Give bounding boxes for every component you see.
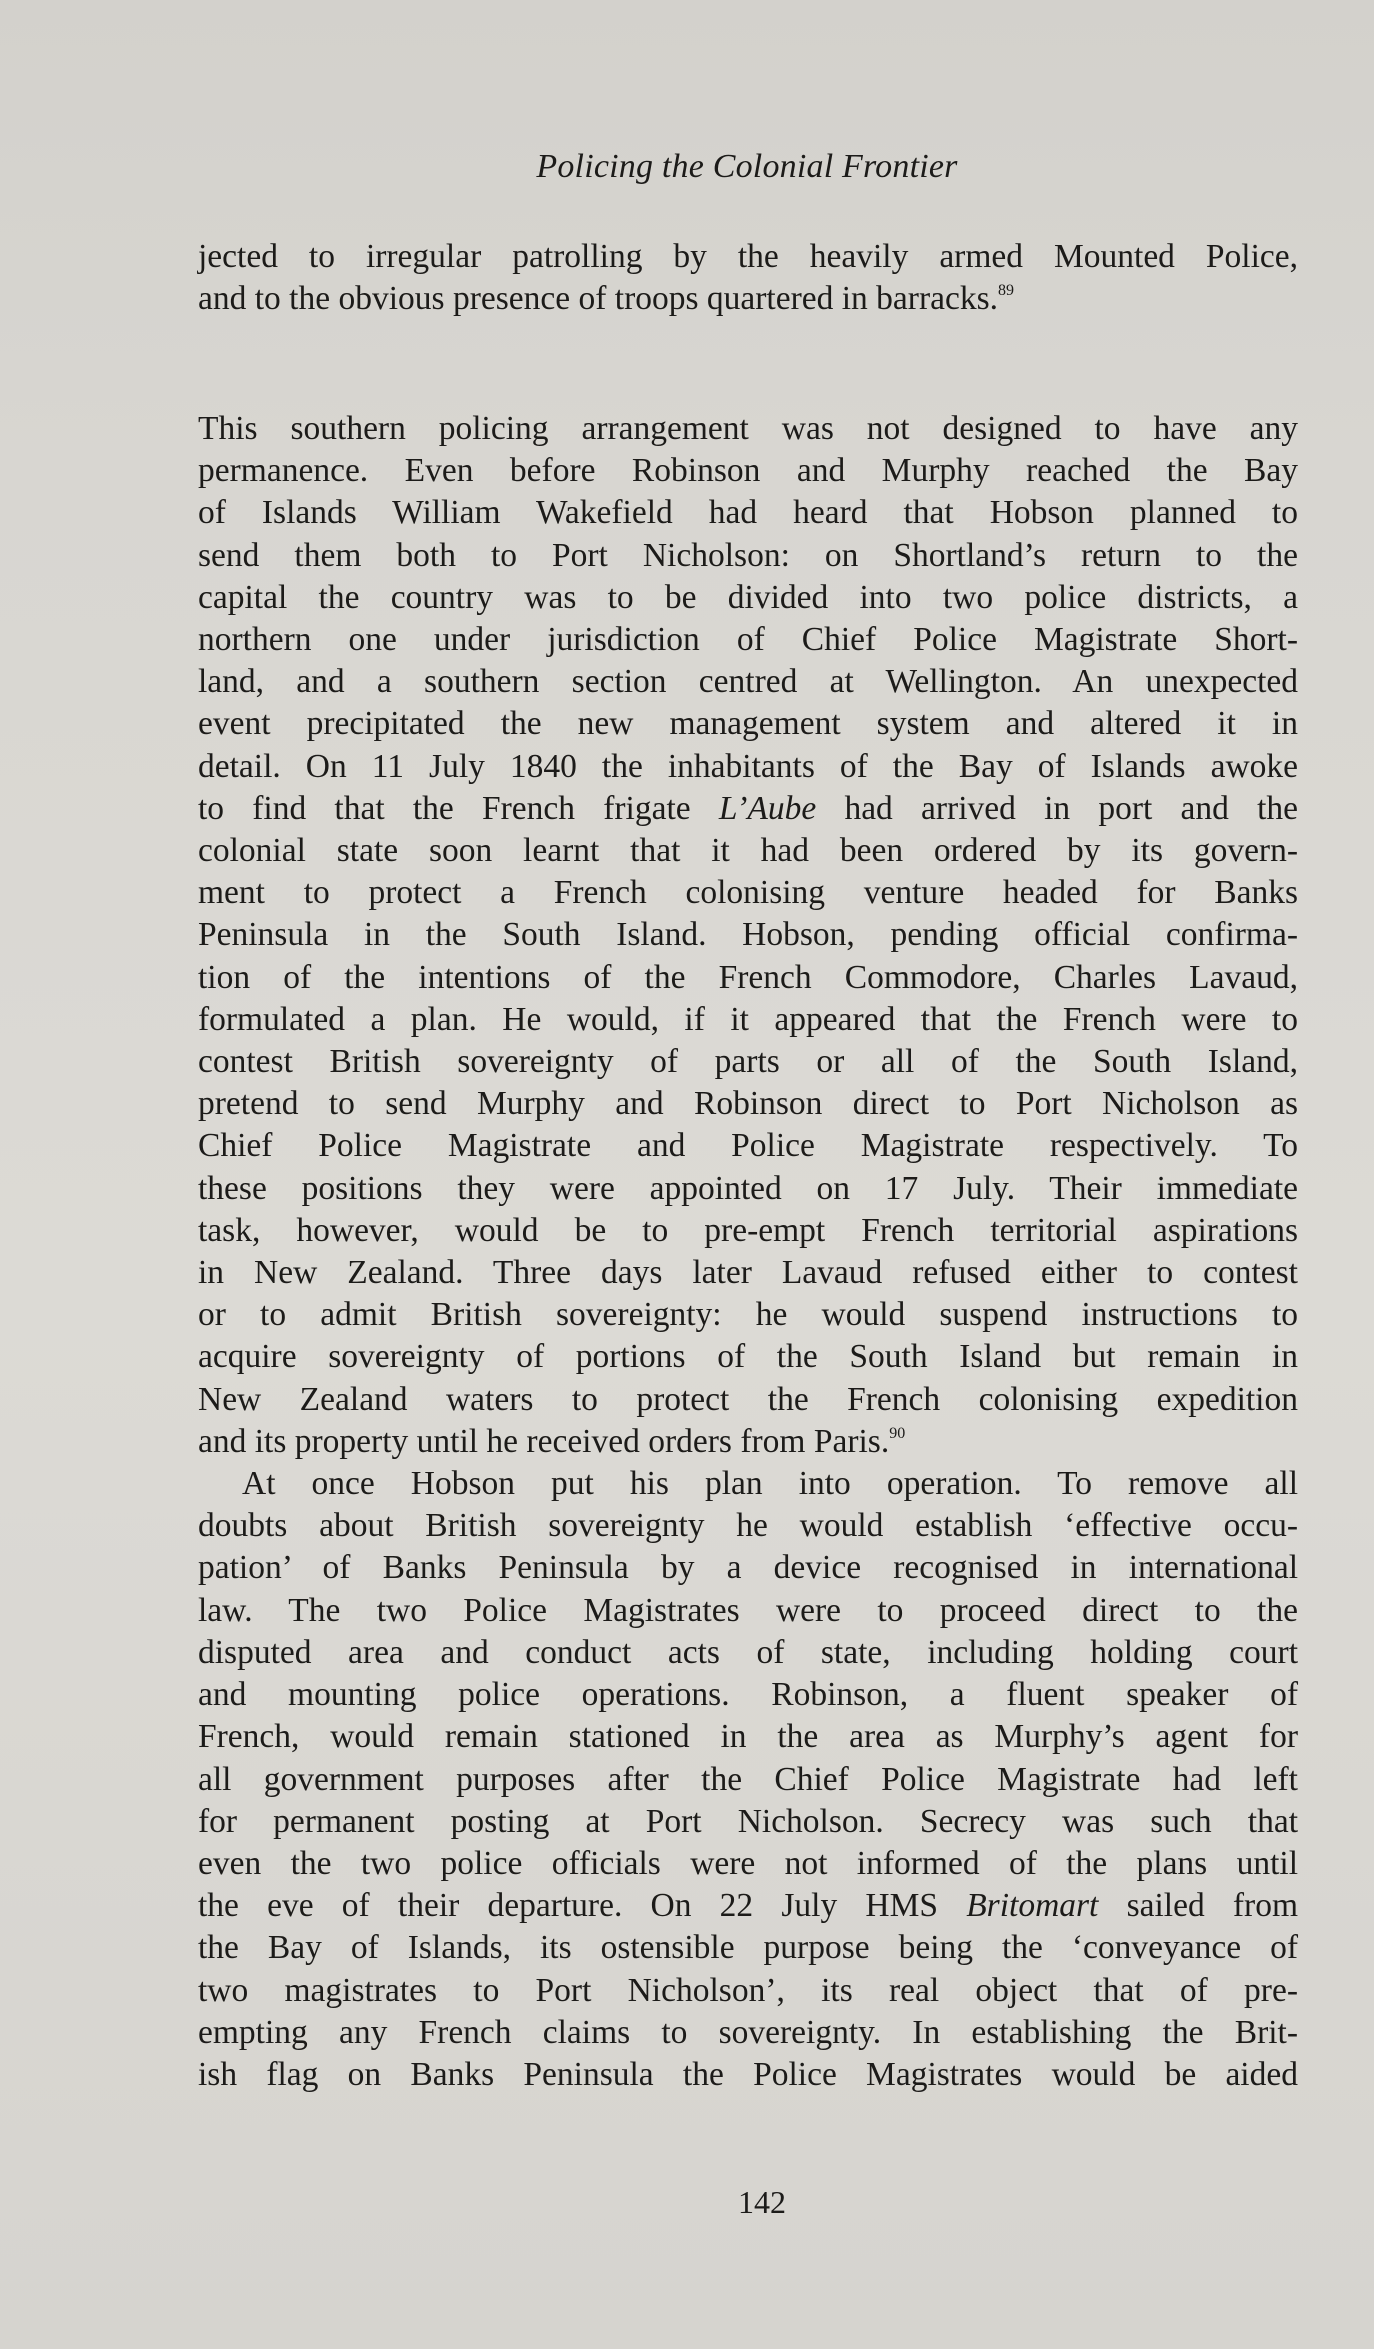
text-line: all government purposes after the Chief Police Magistrate had left <box>198 1760 1298 1798</box>
text-line: jected to irregular patrolling by the heavily armed Mounted Police, <box>198 238 1298 275</box>
text-line: capital the country was to be divided into two police districts, a <box>198 578 1298 616</box>
text-line: for permanent posting at Port Nicholson. Secrecy was such that <box>198 1802 1298 1840</box>
text-line: of Islands William Wakefield had heard that Hobson planned to <box>198 494 1298 532</box>
text-line-content: had arrived in port and the <box>844 789 1298 827</box>
text-line: event precipitated the new management system and altered it in <box>198 705 1298 743</box>
text-line: pretend to send Murphy and Robinson direct to Port Nicholson as <box>198 1085 1298 1123</box>
text-line: empting any French claims to sovereignty. In establishing the Brit- <box>198 2013 1298 2051</box>
text-line: the Bay of Islands, its ostensible purpose being the ‘conveyance of <box>198 1929 1298 1967</box>
text-line: tion of the intentions of the French Commodore, Charles Lavaud, <box>198 958 1298 996</box>
text-line: New Zealand waters to protect the French colonising expedition <box>198 1380 1298 1418</box>
text-line: these positions they were appointed on 17 July. Their immediate <box>198 1169 1298 1207</box>
text-line: ment to protect a French colonising venture headed for Banks <box>198 874 1298 912</box>
ship-name: Britomart <box>966 1887 1099 1925</box>
text-line: formulated a plan. He would, if it appeared that the French were to <box>198 1000 1298 1038</box>
text-line: contest British sovereignty of parts or all of the South Island, <box>198 1043 1298 1081</box>
text-line: northern one under jurisdiction of Chief Police Magistrate Short- <box>198 621 1298 659</box>
text-line: land, and a southern section centred at Wellington. An unexpected <box>198 663 1298 701</box>
text-line: even the two police officials were not informed of the plans until <box>198 1844 1298 1882</box>
text-line: or to admit British sovereignty: he would suspend instructions to <box>198 1296 1298 1334</box>
paragraph-continuation <box>198 236 1298 320</box>
text-line: Chief Police Magistrate and Police Magistrate respectively. To <box>198 1127 1298 1165</box>
text-line: Peninsula in the South Island. Hobson, pending official confirma- <box>198 916 1298 954</box>
text-line: two magistrates to Port Nicholson’, its real object that of pre- <box>198 1971 1298 2009</box>
text-line: This southern policing arrangement was not designed to have any <box>198 410 1298 447</box>
text-line: disputed area and conduct acts of state, including holding court <box>198 1633 1298 1671</box>
text-line-content: sailed from <box>1126 1887 1299 1925</box>
text-line: task, however, would be to pre-empt French territorial aspirations <box>198 1211 1298 1249</box>
text-line: French, would remain stationed in the area as Murphy’s agent for <box>198 1718 1298 1756</box>
text-line: doubts about British sovereignty he would establish ‘effective occu- <box>198 1507 1298 1545</box>
text-line: ish flag on Banks Peninsula the Police Magistrates would be aided <box>198 2055 1298 2093</box>
text-line: colonial state soon learnt that it had been ordered by its govern- <box>198 832 1298 870</box>
text-line-content: the eve of their departure. On 22 July HMS <box>198 1887 938 1925</box>
text-line <box>198 788 1298 830</box>
text-line <box>198 1885 1298 1927</box>
footnote-ref-89: 89 <box>998 282 1015 300</box>
text-line <box>198 278 1298 320</box>
text-line: At once Hobson put his plan into operation. To remove all <box>242 1465 1298 1503</box>
text-line <box>198 1421 1298 1463</box>
text-line: in New Zealand. Three days later Lavaud refused either to contest <box>198 1254 1298 1292</box>
text-line: acquire sovereignty of portions of the South Island but remain in <box>198 1338 1298 1376</box>
text-line: detail. On 11 July 1840 the inhabitants of the Bay of Islands awoke <box>198 747 1298 785</box>
ship-name: L’Aube <box>718 789 817 827</box>
text-line: permanence. Even before Robinson and Murphy reached the Bay <box>198 452 1298 490</box>
text-line: and mounting police operations. Robinson, a fluent speaker of <box>198 1676 1298 1714</box>
text-line-content: and to the obvious presence of troops quartered in barracks. <box>198 280 999 318</box>
text-line: send them both to Port Nicholson: on Shortland’s return to the <box>198 536 1298 574</box>
text-line-content: and its property until he received orders from Paris. <box>198 1422 890 1460</box>
text-line-content: to find that the French frigate <box>198 789 691 827</box>
text-line: pation’ of Banks Peninsula by a device recognised in international <box>198 1549 1298 1587</box>
text-line: law. The two Police Magistrates were to proceed direct to the <box>198 1591 1298 1629</box>
footnote-ref-90: 90 <box>889 1424 906 1442</box>
page-number: 142 <box>738 2184 786 2220</box>
body-paragraphs <box>198 408 1298 2096</box>
running-head: Policing the Colonial Frontier <box>536 148 958 185</box>
